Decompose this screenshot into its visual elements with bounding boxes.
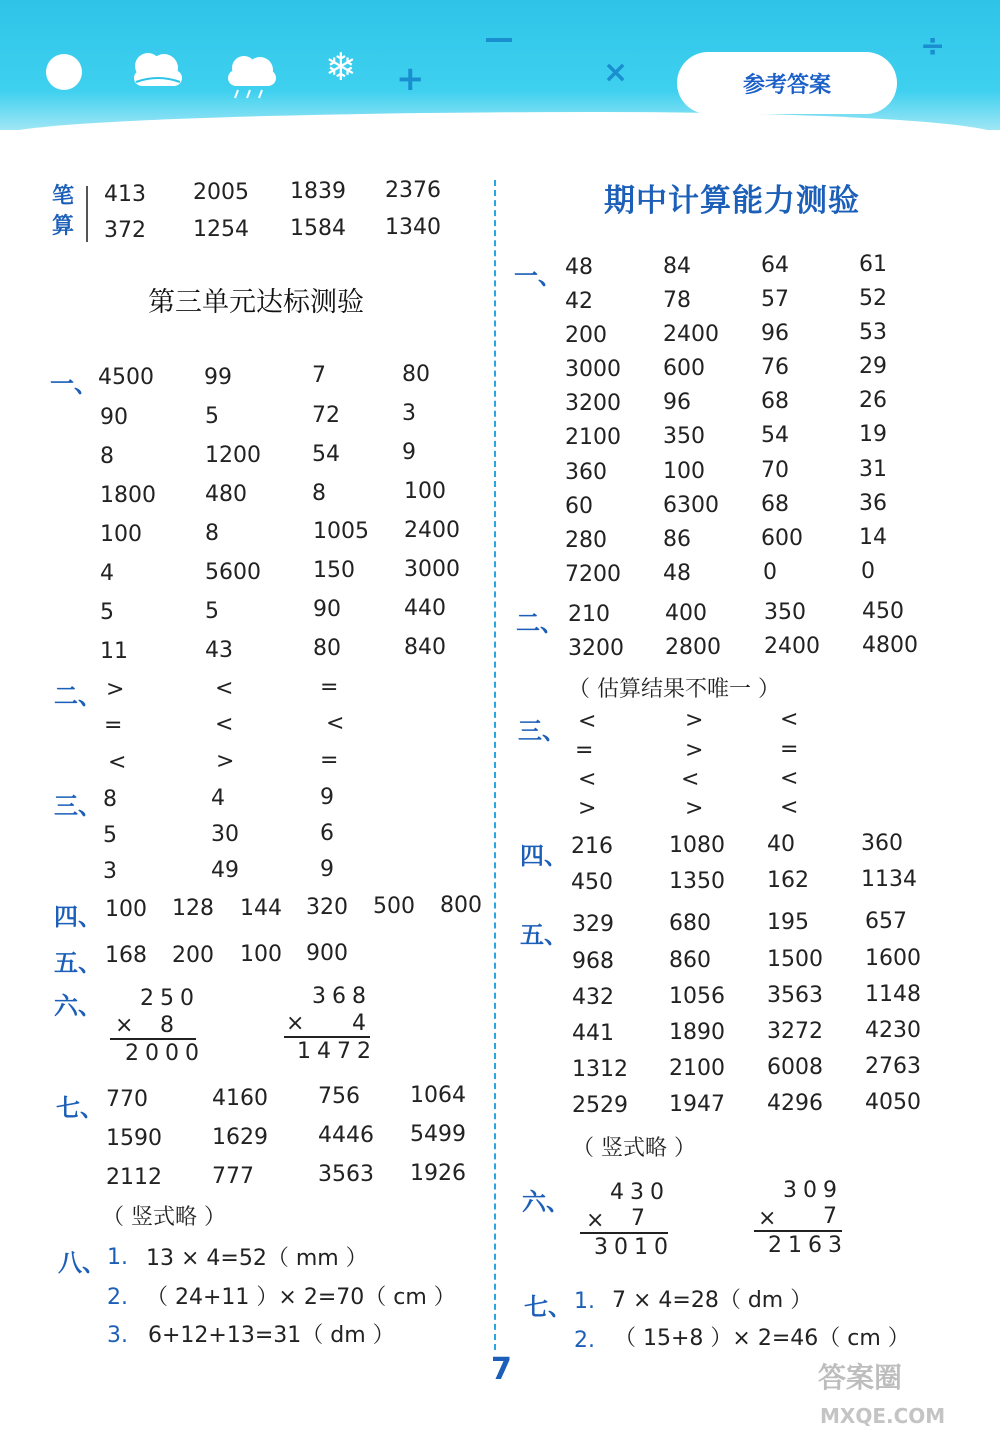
grid-cell: 2400 xyxy=(764,634,820,659)
grid-cell: 144 xyxy=(240,896,282,921)
grid-cell: 3000 xyxy=(404,557,460,582)
grid-cell: 68 xyxy=(761,389,789,414)
calc-multiplier: 7 xyxy=(823,1204,837,1229)
grid-cell: 4 xyxy=(211,786,225,811)
grid-cell: 3200 xyxy=(565,391,621,416)
grid-cell: 3200 xyxy=(568,636,624,661)
grid-cell: 3000 xyxy=(565,357,621,382)
item-text: （ 15+8 ）× 2=46（ cm ） xyxy=(614,1326,910,1351)
grid-cell: 48 xyxy=(663,561,691,586)
grid-cell: 90 xyxy=(313,597,341,622)
grid-cell: 61 xyxy=(859,252,887,277)
grid-cell: 5 xyxy=(205,404,219,429)
grid-cell: 1584 xyxy=(290,216,346,241)
grid-cell: 49 xyxy=(211,858,239,883)
grid-cell: < xyxy=(108,750,127,775)
section-label: 五、 xyxy=(54,949,102,977)
grid-cell: 432 xyxy=(572,985,614,1010)
grid-cell: 210 xyxy=(568,602,610,627)
grid-cell: 100 xyxy=(240,942,282,967)
grid-cell: 756 xyxy=(318,1084,360,1109)
grid-cell: 860 xyxy=(669,948,711,973)
grid-cell: 100 xyxy=(663,459,705,484)
grid-cell: 480 xyxy=(205,482,247,507)
grid-cell: 168 xyxy=(105,943,147,968)
grid-cell: 9 xyxy=(402,440,416,465)
grid-cell: = xyxy=(780,737,799,762)
grid-cell: 11 xyxy=(100,639,128,664)
grid-cell: 680 xyxy=(669,911,711,936)
grid-cell: 4296 xyxy=(767,1091,823,1116)
grid-cell: 4 xyxy=(100,561,114,586)
grid-cell: 770 xyxy=(106,1087,148,1112)
grid-cell: 657 xyxy=(865,909,907,934)
grid-cell: 1629 xyxy=(212,1125,268,1150)
grid-cell: 14 xyxy=(859,525,887,550)
grid-cell: 4230 xyxy=(865,1018,921,1043)
grid-cell: 6300 xyxy=(663,493,719,518)
grid-cell: 900 xyxy=(306,941,348,966)
grid-cell: 1312 xyxy=(572,1057,628,1082)
minus-icon xyxy=(486,38,512,42)
item-number: 2. xyxy=(574,1328,595,1353)
grid-cell: 162 xyxy=(767,868,809,893)
grid-cell: 1600 xyxy=(865,946,921,971)
grid-cell: 8 xyxy=(312,481,326,506)
grid-cell: < xyxy=(780,707,799,732)
grid-cell: 1500 xyxy=(767,947,823,972)
grid-cell: 1148 xyxy=(865,982,921,1007)
grid-cell: 4160 xyxy=(212,1086,268,1111)
item-text: 13 × 4=52（ mm ） xyxy=(146,1246,368,1271)
grid-cell: 413 xyxy=(104,182,146,207)
grid-cell: 42 xyxy=(565,289,593,314)
grid-cell: 360 xyxy=(565,460,607,485)
grid-cell: 2400 xyxy=(663,322,719,347)
grid-cell: 8 xyxy=(205,521,219,546)
item-number: 3. xyxy=(107,1323,128,1348)
note: （ 竖式略 ） xyxy=(102,1205,226,1230)
grid-cell: 128 xyxy=(172,896,214,921)
grid-cell: = xyxy=(320,675,339,700)
grid-cell: 48 xyxy=(565,255,593,280)
grid-cell: 2529 xyxy=(572,1093,628,1118)
grid-cell: 200 xyxy=(172,943,214,968)
grid-cell: 3563 xyxy=(767,983,823,1008)
item-number: 1. xyxy=(107,1245,128,1270)
watermark-url: MXQE.COM xyxy=(820,1404,946,1428)
grid-cell: 30 xyxy=(211,822,239,847)
grid-cell: 40 xyxy=(767,832,795,857)
times-icon: × xyxy=(603,55,629,90)
grid-cell: 150 xyxy=(313,558,355,583)
bisuan-label: 笔 算 xyxy=(52,184,75,239)
grid-cell: 96 xyxy=(761,321,789,346)
calc-line xyxy=(284,1036,370,1038)
page-number: 7 xyxy=(491,1352,512,1387)
grid-cell: > xyxy=(685,708,704,733)
grid-cell: 5600 xyxy=(205,560,261,585)
grid-cell: 2400 xyxy=(404,518,460,543)
grid-cell: 4446 xyxy=(318,1123,374,1148)
grid-cell: 6 xyxy=(320,821,334,846)
grid-cell: 1080 xyxy=(669,833,725,858)
grid-cell: 84 xyxy=(663,254,691,279)
grid-cell: 78 xyxy=(663,288,691,313)
section-label: 六、 xyxy=(54,992,102,1020)
item-number: 2. xyxy=(107,1285,128,1310)
grid-cell: = xyxy=(104,713,123,738)
grid-cell: 54 xyxy=(761,423,789,448)
cloud-icon xyxy=(128,48,186,90)
grid-cell: 5499 xyxy=(410,1122,466,1147)
grid-cell: 1350 xyxy=(669,869,725,894)
grid-cell: 450 xyxy=(862,599,904,624)
grid-cell: < xyxy=(215,712,234,737)
snowflake-icon: ❄ xyxy=(325,45,357,89)
grid-cell: 100 xyxy=(100,522,142,547)
grid-cell: 840 xyxy=(404,635,446,660)
rain-cloud-icon xyxy=(222,52,280,102)
calc-operator: × xyxy=(286,1011,305,1036)
calc-result: 2163 xyxy=(768,1233,848,1258)
grid-cell: 72 xyxy=(312,403,340,428)
calc-operator: × xyxy=(115,1013,134,1038)
grid-cell: < xyxy=(578,709,597,734)
grid-cell: 1064 xyxy=(410,1083,466,1108)
grid-cell: 500 xyxy=(373,894,415,919)
grid-cell: 52 xyxy=(859,286,887,311)
item-text: （ 24+11 ）× 2=70（ cm ） xyxy=(146,1285,456,1310)
item-text: 7 × 4=28（ dm ） xyxy=(612,1288,813,1313)
section-label: 七、 xyxy=(524,1293,572,1321)
calc-multiplicand: 309 xyxy=(783,1178,843,1203)
calc-result: 3010 xyxy=(594,1235,674,1260)
grid-cell: 2100 xyxy=(669,1056,725,1081)
column-divider xyxy=(494,180,496,1350)
grid-cell: = xyxy=(320,748,339,773)
grid-cell: 1254 xyxy=(193,217,249,242)
grid-cell: 2800 xyxy=(665,635,721,660)
section-label: 三、 xyxy=(518,717,566,745)
grid-cell: 80 xyxy=(313,636,341,661)
item-text: 6+12+13=31（ dm ） xyxy=(148,1323,395,1348)
grid-cell: 96 xyxy=(663,390,691,415)
grid-cell: 68 xyxy=(761,492,789,517)
grid-cell: < xyxy=(681,767,700,792)
grid-cell: 43 xyxy=(205,638,233,663)
item-number: 1. xyxy=(574,1289,595,1314)
calc-result: 1472 xyxy=(297,1039,377,1064)
section-label: 三、 xyxy=(54,792,102,820)
grid-cell: 54 xyxy=(312,442,340,467)
grid-cell: 5 xyxy=(205,599,219,624)
watermark-logo: 答案圈 xyxy=(818,1361,903,1394)
grid-cell: 8 xyxy=(100,444,114,469)
calc-multiplicand: 250 xyxy=(140,986,200,1011)
grid-cell: 5 xyxy=(100,600,114,625)
grid-cell: 1340 xyxy=(385,215,441,240)
grid-cell: < xyxy=(780,795,799,820)
grid-cell: 216 xyxy=(571,834,613,859)
grid-cell: 400 xyxy=(665,601,707,626)
grid-cell: 8 xyxy=(103,787,117,812)
grid-cell: 777 xyxy=(212,1164,254,1189)
calc-line xyxy=(580,1232,668,1234)
divide-icon: ÷ xyxy=(920,29,946,64)
grid-cell: 1947 xyxy=(669,1092,725,1117)
grid-cell: 100 xyxy=(404,479,446,504)
grid-cell: 26 xyxy=(859,388,887,413)
section-label: 七、 xyxy=(56,1094,104,1122)
note: （ 竖式略 ） xyxy=(572,1136,696,1161)
sun-icon xyxy=(46,54,82,90)
grid-cell: 76 xyxy=(761,355,789,380)
grid-cell: 64 xyxy=(761,253,789,278)
grid-cell: 36 xyxy=(859,491,887,516)
grid-cell: > xyxy=(106,677,125,702)
grid-cell: 280 xyxy=(565,528,607,553)
grid-cell: 57 xyxy=(761,287,789,312)
grid-cell: > xyxy=(685,796,704,821)
grid-cell: 0 xyxy=(763,560,777,585)
grid-cell: 600 xyxy=(663,356,705,381)
grid-cell: 1839 xyxy=(290,179,346,204)
grid-cell: 1056 xyxy=(669,984,725,1009)
section-label: 五、 xyxy=(520,921,568,949)
grid-cell: 329 xyxy=(572,912,614,937)
banner-wave xyxy=(0,112,1000,136)
grid-cell: 3272 xyxy=(767,1019,823,1044)
grid-cell: 1890 xyxy=(669,1020,725,1045)
grid-cell: 1005 xyxy=(313,519,369,544)
unit-test-title: 第三单元达标测验 xyxy=(148,287,364,318)
grid-cell: 99 xyxy=(204,365,232,390)
grid-cell: 4050 xyxy=(865,1090,921,1115)
grid-cell: < xyxy=(578,767,597,792)
plus-icon: + xyxy=(396,59,425,99)
grid-cell: 53 xyxy=(859,320,887,345)
calc-operator: × xyxy=(758,1206,777,1231)
grid-cell: 3563 xyxy=(318,1162,374,1187)
grid-cell: 19 xyxy=(859,422,887,447)
section-label: 六、 xyxy=(522,1188,570,1216)
calc-multiplier: 8 xyxy=(160,1013,174,1038)
bisuan-bar xyxy=(86,186,88,242)
grid-cell: > xyxy=(578,796,597,821)
calc-operator: × xyxy=(586,1208,605,1233)
section-label: 一、 xyxy=(50,370,98,398)
calc-multiplicand: 430 xyxy=(610,1180,670,1205)
section-label: 四、 xyxy=(520,842,568,870)
grid-cell: = xyxy=(575,738,594,763)
grid-cell: 29 xyxy=(859,354,887,379)
grid-cell: 1134 xyxy=(861,867,917,892)
grid-cell: 372 xyxy=(104,218,146,243)
grid-cell: 70 xyxy=(761,458,789,483)
grid-cell: 2763 xyxy=(865,1054,921,1079)
grid-cell: 200 xyxy=(565,323,607,348)
grid-cell: 0 xyxy=(861,559,875,584)
grid-cell: 450 xyxy=(571,870,613,895)
grid-cell: 968 xyxy=(572,949,614,974)
grid-cell: 3 xyxy=(402,401,416,426)
grid-cell: 6008 xyxy=(767,1055,823,1080)
grid-cell: 1800 xyxy=(100,483,156,508)
grid-cell: 800 xyxy=(440,893,482,918)
grid-cell: 80 xyxy=(402,362,430,387)
grid-cell: 2112 xyxy=(106,1165,162,1190)
grid-cell: 9 xyxy=(320,785,334,810)
grid-cell: < xyxy=(215,676,234,701)
grid-cell: 350 xyxy=(663,424,705,449)
grid-cell: 7 xyxy=(312,363,326,388)
calc-line xyxy=(754,1230,842,1232)
calc-multiplier: 4 xyxy=(352,1011,366,1036)
grid-cell: 4500 xyxy=(98,365,154,390)
section-label: 一、 xyxy=(514,262,562,290)
grid-cell: 360 xyxy=(861,831,903,856)
section-label: 二、 xyxy=(516,609,564,637)
grid-cell: 7200 xyxy=(565,562,621,587)
grid-cell: 5 xyxy=(103,823,117,848)
grid-cell: < xyxy=(326,711,345,736)
grid-cell: 1926 xyxy=(410,1161,466,1186)
calc-result: 2000 xyxy=(125,1041,205,1066)
grid-cell: < xyxy=(780,766,799,791)
grid-cell: 86 xyxy=(663,527,691,552)
grid-cell: 60 xyxy=(565,494,593,519)
grid-cell: > xyxy=(685,738,704,763)
note: （ 估算结果不唯一 ） xyxy=(568,677,780,702)
section-label: 八、 xyxy=(58,1249,106,1277)
grid-cell: 195 xyxy=(767,910,809,935)
section-label: 二、 xyxy=(54,682,102,710)
grid-cell: 320 xyxy=(306,895,348,920)
grid-cell: 2100 xyxy=(565,425,621,450)
grid-cell: 350 xyxy=(764,600,806,625)
grid-cell: 100 xyxy=(105,897,147,922)
grid-cell: 9 xyxy=(320,857,334,882)
grid-cell: 441 xyxy=(572,1021,614,1046)
grid-cell: > xyxy=(216,749,235,774)
grid-cell: 1200 xyxy=(205,443,261,468)
grid-cell: 31 xyxy=(859,457,887,482)
answer-badge: 参考答案 xyxy=(677,52,897,114)
grid-cell: 90 xyxy=(100,405,128,430)
section-label: 四、 xyxy=(54,903,102,931)
calc-multiplier: 7 xyxy=(631,1206,645,1231)
grid-cell: 1590 xyxy=(106,1126,162,1151)
header-banner xyxy=(0,0,1000,130)
grid-cell: 3 xyxy=(103,859,117,884)
grid-cell: 2005 xyxy=(193,180,249,205)
midterm-title: 期中计算能力测验 xyxy=(604,183,860,219)
grid-cell: 4800 xyxy=(862,633,918,658)
calc-line xyxy=(110,1038,196,1040)
grid-cell: 440 xyxy=(404,596,446,621)
grid-cell: 2376 xyxy=(385,178,441,203)
grid-cell: 600 xyxy=(761,526,803,551)
calc-multiplicand: 368 xyxy=(312,984,372,1009)
